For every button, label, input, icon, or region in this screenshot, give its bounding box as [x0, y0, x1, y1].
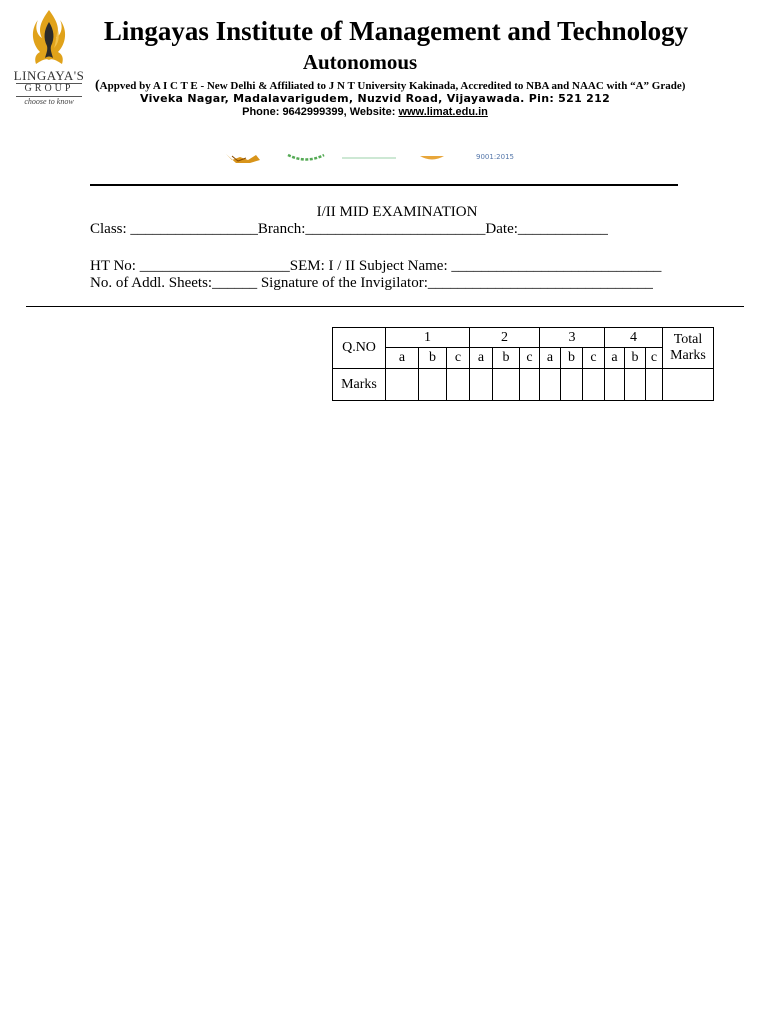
- approval-text: Appved by A I C T E - New Delhi & Affiliated to J N T University Kakinada, Accredited to NBA and NAAC with “A” Grade): [99, 80, 686, 92]
- institute-title: Lingayas Institute of Management and Technology: [103, 16, 689, 46]
- part-label: a: [386, 348, 419, 369]
- part-label: a: [605, 348, 625, 369]
- total-marks-header: [663, 328, 714, 369]
- part-label: b: [625, 348, 646, 369]
- flame-icon: [12, 8, 86, 68]
- emblem-icon: [226, 154, 260, 163]
- logo-tagline: choose to know: [24, 97, 74, 106]
- seal-icon: [288, 155, 324, 160]
- badge-icon: [420, 156, 444, 160]
- header-divider: [90, 184, 678, 186]
- part-label: c: [583, 348, 605, 369]
- part-label: a: [470, 348, 493, 369]
- marks-table: [332, 327, 714, 401]
- certification-icon: [476, 153, 514, 161]
- website-link[interactable]: www.limat.edu.in: [398, 106, 488, 118]
- question-header: 3: [540, 328, 605, 348]
- marks-cell[interactable]: [386, 369, 419, 401]
- institute-logo: [12, 8, 86, 114]
- marks-cell[interactable]: [561, 369, 583, 401]
- marks-cell[interactable]: [583, 369, 605, 401]
- logo-group-text: GROUP: [24, 83, 74, 94]
- logo-brand-text: LINGAYA'S: [13, 68, 85, 83]
- question-header: 1: [386, 328, 470, 348]
- marks-row-label: Marks: [333, 369, 386, 401]
- sheets-invigilator-line: No. of Addl. Sheets:______ Signature of the Invigilator:______________________________: [90, 275, 653, 291]
- marks-cell[interactable]: [646, 369, 663, 401]
- marks-label: Marks: [670, 348, 706, 363]
- contact-line: [150, 106, 580, 118]
- phone-text: Phone: 9642999399, Website:: [242, 106, 399, 118]
- question-header: 2: [470, 328, 540, 348]
- part-label: c: [646, 348, 663, 369]
- approval-paren: (: [95, 78, 100, 93]
- accreditation-logos-strip: [220, 152, 530, 164]
- marks-cell[interactable]: [447, 369, 470, 401]
- svg-text:9001:2015: 9001:2015: [476, 153, 514, 161]
- part-label: b: [493, 348, 520, 369]
- address-line: Viveka Nagar, Madalavarigudem, Nuzvid Road, Vijayawada. Pin: 521 212: [139, 92, 611, 105]
- class-branch-date-line: Class: _________________Branch:________________________Date:____________: [90, 221, 608, 237]
- marks-cell[interactable]: [493, 369, 520, 401]
- institute-subtitle: Autonomous: [302, 50, 418, 74]
- marks-cell[interactable]: [419, 369, 447, 401]
- part-label: a: [540, 348, 561, 369]
- section-divider: [26, 306, 744, 307]
- marks-cell[interactable]: [470, 369, 493, 401]
- marks-cell[interactable]: [520, 369, 540, 401]
- total-label: Total: [673, 332, 703, 347]
- marks-cell[interactable]: [625, 369, 646, 401]
- exam-heading: I/II MID EXAMINATION: [316, 204, 478, 220]
- part-label: b: [419, 348, 447, 369]
- marks-cell[interactable]: [540, 369, 561, 401]
- marks-cell[interactable]: [605, 369, 625, 401]
- htno-subject-line: HT No: ____________________SEM: I / II Subject Name: ____________________________: [90, 258, 662, 274]
- part-label: c: [520, 348, 540, 369]
- question-header: 4: [605, 328, 663, 348]
- qno-label: Q.NO: [333, 328, 386, 369]
- part-label: b: [561, 348, 583, 369]
- total-marks-cell[interactable]: [663, 369, 714, 401]
- part-label: c: [447, 348, 470, 369]
